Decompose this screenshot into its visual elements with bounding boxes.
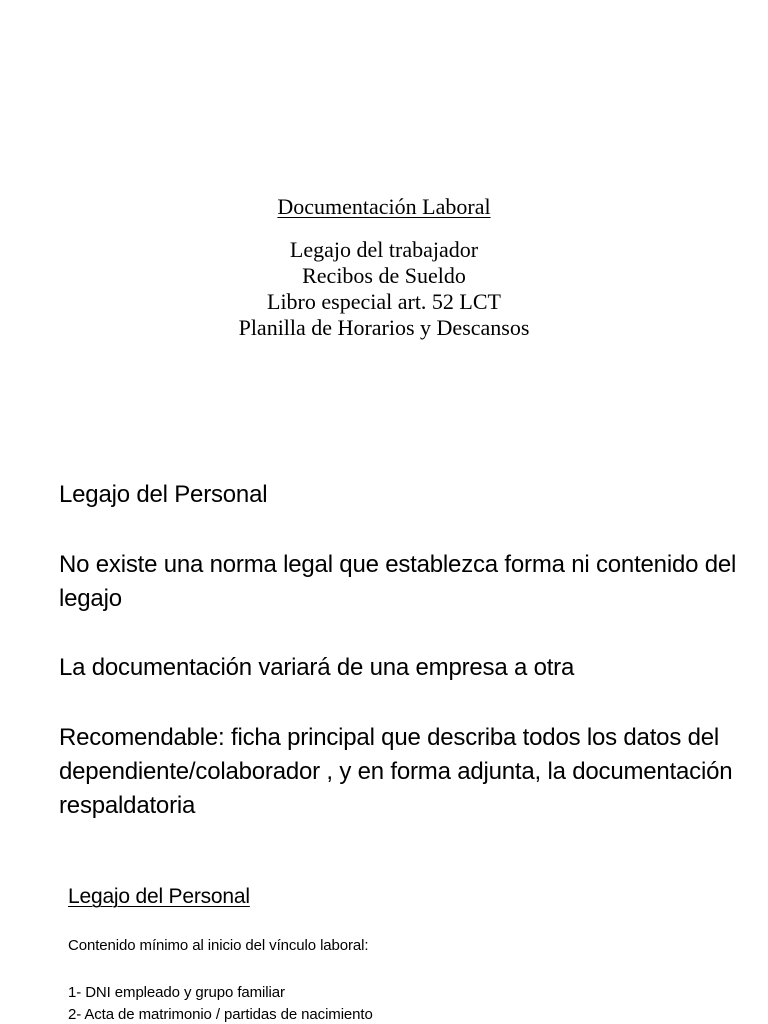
list-item: 2- Acta de matrimonio / partidas de nacimiento: [68, 1006, 373, 1023]
paragraph: Recomendable: ficha principal que describa todos los datos del dependiente/colaborador , y en forma adjunta, la documentación respaldatoria: [59, 724, 733, 819]
intro-text: Contenido mínimo al inicio del vínculo laboral:: [68, 937, 369, 954]
paragraph: La documentación variará de una empresa a otra: [59, 654, 575, 681]
topic-item: Legajo del trabajador: [289, 237, 479, 262]
paragraph: No existe una norma legal que establezca forma ni contenido del legajo: [59, 551, 737, 612]
topic-item: Planilla de Horarios y Descansos: [238, 315, 530, 340]
doc-title: Documentación Laboral: [277, 194, 491, 219]
section-heading-underlined: Legajo del Personal: [68, 885, 250, 908]
list-item: 1- DNI empleado y grupo familiar: [68, 984, 285, 1001]
topic-item: Recibos de Sueldo: [302, 263, 466, 288]
section-heading: Legajo del Personal: [59, 481, 268, 508]
doc-topic-list: [0, 237, 768, 341]
topic-item: Libro especial art. 52 LCT: [267, 289, 501, 314]
